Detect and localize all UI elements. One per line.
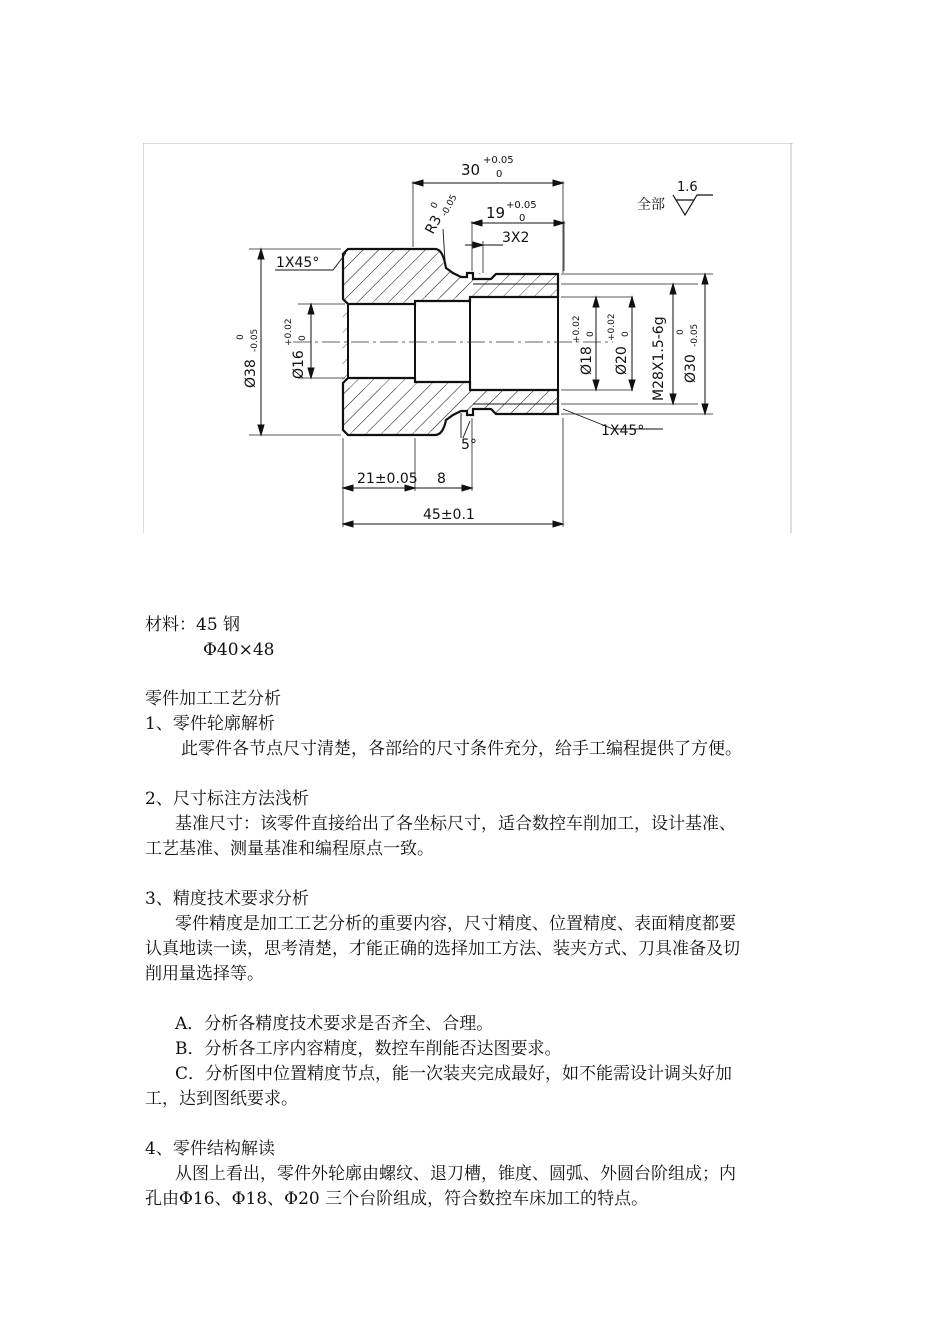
dim-chamfer-left: 1X45°	[276, 255, 320, 271]
dim-groove: 3X2	[502, 230, 530, 246]
section-3-item-c-line: C．分析图中位置精度节点，能一次装夹完成最好，如不能需设计调头好加	[175, 1064, 733, 1084]
section-3-item-b: B．分析各工序内容精度，数控车削能否达图要求。	[175, 1039, 562, 1059]
dim-angle: 5°	[461, 437, 477, 453]
section-4-paragraph-line: 孔由Φ16、Φ18、Φ20 三个台阶组成，符合数控车床加工的特点。	[145, 1189, 649, 1209]
section-2-paragraph-line: 基准尺寸：该零件直接给出了各坐标尺寸，适合数控车削加工，设计基准、	[175, 814, 736, 834]
section-3-item-c-line: 工，达到图纸要求。	[145, 1089, 298, 1109]
dim-d18-lower: 0	[586, 331, 596, 337]
dim-r3-lower: -0.05	[439, 193, 460, 219]
analysis-text	[145, 687, 810, 1212]
dim-d18: Ø18	[579, 346, 595, 375]
dim-21: 21±0.05	[357, 471, 418, 487]
part-drawing	[143, 143, 793, 533]
dim-r3: R3	[422, 212, 446, 237]
dim-30-upper: +0.05	[483, 155, 514, 166]
dim-thread: M28X1.5-6g	[651, 316, 667, 401]
section-2-heading: 2、尺寸标注方法浅析	[145, 789, 309, 809]
section-3-item-a: A．分析各精度技术要求是否齐全、合理。	[175, 1014, 494, 1034]
dim-d20: Ø20	[614, 346, 630, 375]
section-3-paragraph-line: 零件精度是加工工艺分析的重要内容，尺寸精度、位置精度、表面精度都要	[175, 914, 736, 934]
blank-size-line: Φ40×48	[203, 640, 275, 660]
section-3-paragraph-line: 削用量选择等。	[145, 964, 264, 984]
dim-r3-upper: 0	[429, 200, 441, 211]
section-3-heading: 3、精度技术要求分析	[145, 889, 309, 909]
dim-30: 30	[461, 161, 481, 179]
roughness-symbol	[673, 195, 713, 215]
dim-d30-upper: 0	[676, 329, 686, 335]
section-3-paragraph-line: 认真地读一读，思考清楚，才能正确的选择加工方法、装夹方式、刀具准备及切	[145, 939, 740, 959]
dim-d16-lower: 0	[298, 335, 308, 341]
dim-d38-upper: 0	[236, 334, 246, 340]
section-2-paragraph-line: 工艺基准、测量基准和编程原点一致。	[145, 839, 434, 859]
dim-45: 45±0.1	[423, 507, 475, 523]
dim-d20-upper: +0.02	[607, 313, 617, 341]
dim-d16: Ø16	[291, 350, 307, 379]
dim-d30-lower: -0.05	[690, 323, 700, 347]
roughness-value: 1.6	[677, 180, 698, 195]
section-1-paragraph: 此零件各节点尺寸清楚，各部给的尺寸条件充分，给手工编程提供了方便。	[181, 739, 742, 759]
doc-title: 零件加工工艺分析	[145, 689, 281, 709]
roughness-label: 全部	[637, 197, 665, 213]
dim-d38: Ø38	[243, 359, 259, 388]
material-line: 材料：45 钢	[145, 615, 241, 635]
material-block	[145, 613, 810, 663]
dim-d30: Ø30	[683, 354, 699, 383]
section-4-heading: 4、零件结构解读	[145, 1139, 275, 1159]
dim-19: 19	[486, 204, 506, 222]
dim-30-lower: 0	[496, 169, 503, 180]
dim-d18-upper: +0.02	[572, 315, 582, 343]
section-1-heading: 1、零件轮廓解析	[145, 714, 275, 734]
dim-19-lower: 0	[519, 213, 526, 224]
dim-d16-upper: +0.02	[284, 318, 294, 346]
dim-8: 8	[437, 471, 446, 487]
dim-d20-lower: 0	[621, 331, 631, 337]
section-4-paragraph-line: 从图上看出，零件外轮廓由螺纹、退刀槽，锥度、圆弧、外圆台阶组成；内	[175, 1164, 736, 1184]
dim-19-upper: +0.05	[506, 200, 537, 211]
dim-chamfer-right: 1X45°	[601, 423, 645, 439]
dim-d38-lower: -0.05	[250, 328, 260, 352]
